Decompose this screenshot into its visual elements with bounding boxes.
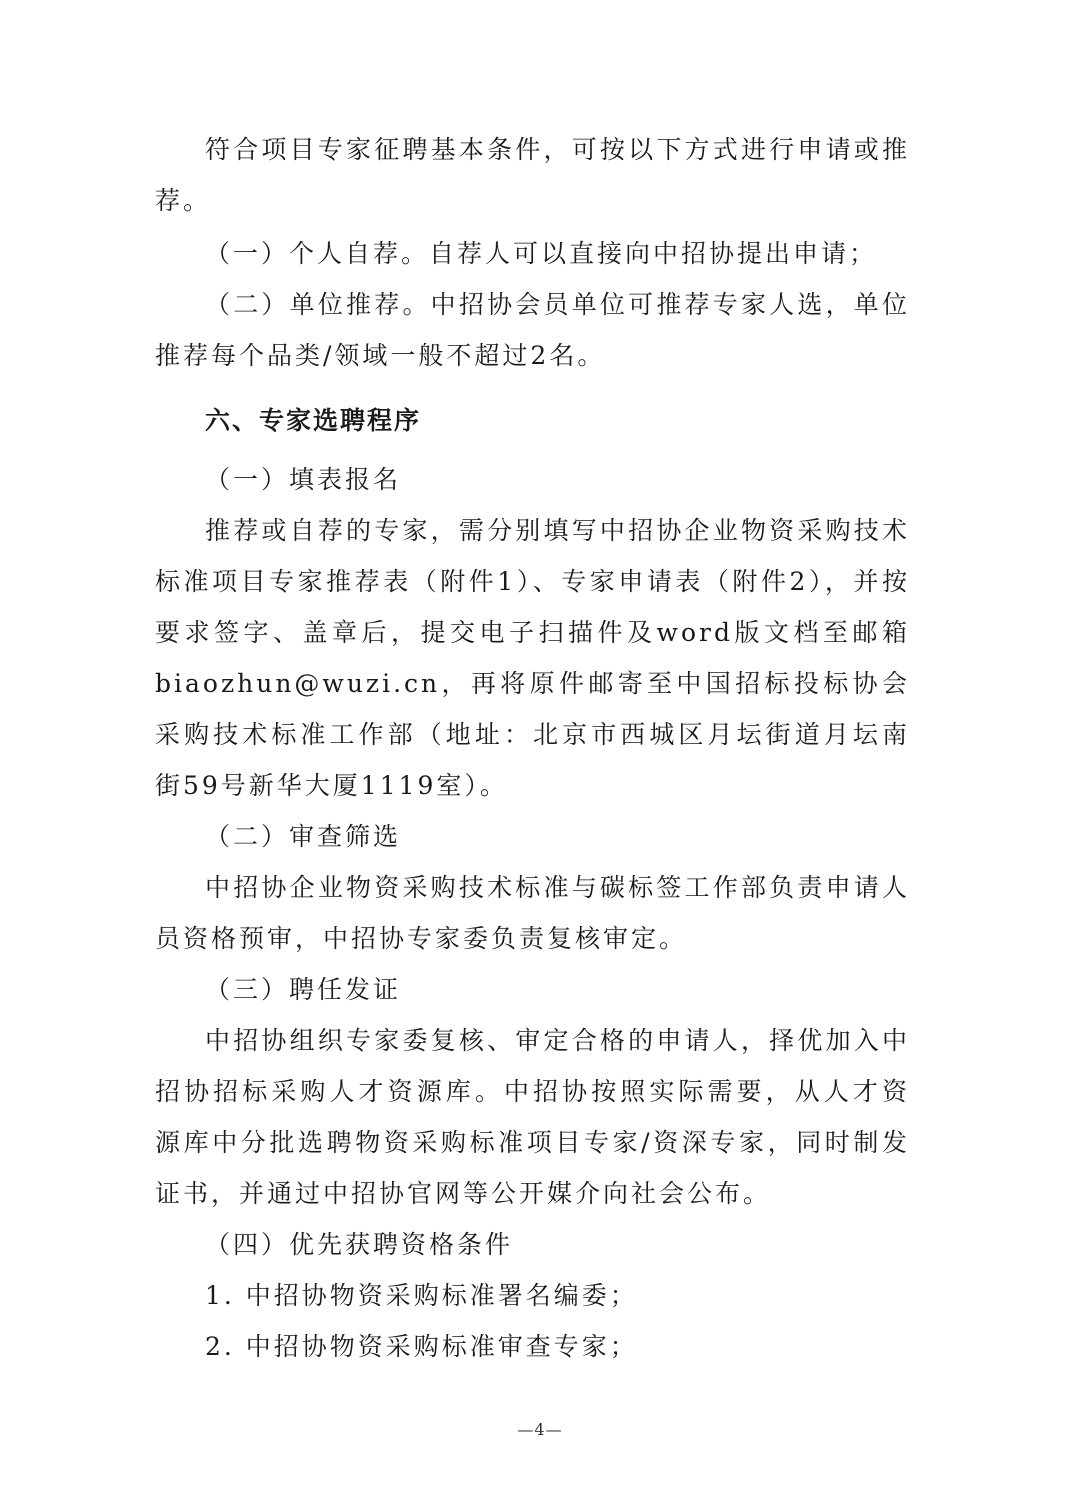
step4-title: （四）优先获聘资格条件: [205, 1230, 514, 1259]
step1-body: 推荐或自荐的专家，需分别填写中招协企业物资采购技术标准项目专家推荐表（附件1）、专家申请表（附件2），并按要求签字、盖章后，提交电子扫描件及word版文档至邮箱biaozhun@wuzi.cn，再将原件邮寄至中国招标投标协会采购技术标准工作部（地址：北京市西城区月坛街道月坛南街59号新华大厦1119室）。: [155, 516, 910, 800]
document-body: [155, 124, 910, 1372]
step3-title: （三）聘任发证: [205, 975, 402, 1004]
page-number: —4—: [517, 1420, 563, 1439]
step3-body: 中招协组织专家委复核、审定合格的申请人，择优加入中招协招标采购人才资源库。中招协按照实际需要，从人才资源库中分批选聘物资采购标准项目专家/资深专家，同时制发证书，并通过中招协官网等公开媒介向社会公布。: [155, 1026, 910, 1208]
section-heading: 六、专家选聘程序: [205, 406, 422, 435]
unit-recommend-paragraph: （二）单位推荐。中招协会员单位可推荐专家人选，单位推荐每个品类/领域一般不超过2名。: [155, 290, 910, 370]
self-recommend-paragraph: （一）个人自荐。自荐人可以直接向中招协提出申请；: [205, 239, 878, 268]
step2-title: （二）审查筛选: [205, 822, 402, 851]
step4-item1: 1. 中招协物资采购标准署名编委；: [205, 1281, 638, 1310]
step2-body: 中招协企业物资采购技术标准与碳标签工作部负责申请人员资格预审，中招协专家委负责复核审定。: [155, 873, 910, 953]
step4-item2: 2. 中招协物资采购标准审查专家；: [205, 1332, 638, 1361]
intro-paragraph: 符合项目专家征聘基本条件，可按以下方式进行申请或推荐。: [155, 135, 910, 215]
step1-title: （一）填表报名: [205, 465, 402, 494]
